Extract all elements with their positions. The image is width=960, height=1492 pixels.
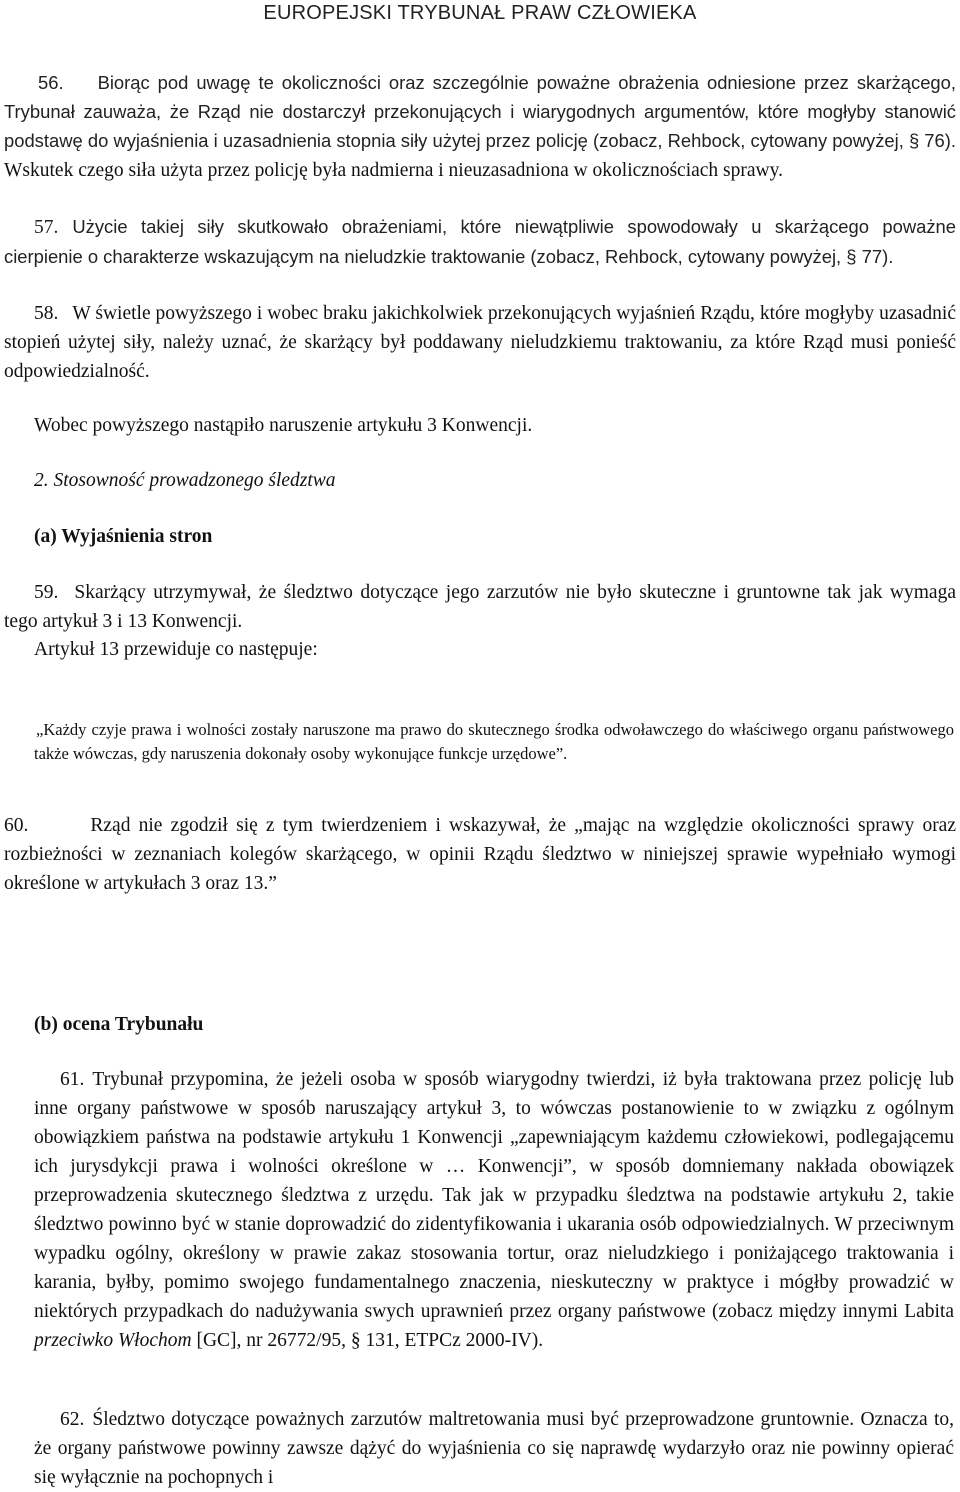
section-heading-2: 2. Stosowność prowadzonego śledztwa (34, 470, 336, 491)
paragraph-text: Śledztwo dotyczące poważnych zarzutów maltretowania musi być przeprowadzone gruntownie. Oznacza to, że organy państwowe powinny zawsze dążyć do wyjaśnienia co się naprawdę wydarzyło oraz nie powinny opierać się wyłącznie na pochopnych i (34, 1409, 954, 1488)
subsection-heading-b: (b) ocena Trybunału (34, 1014, 204, 1035)
paragraph-number: 57. (34, 217, 59, 238)
paragraph-text-serif: Wskutek czego siła użyta przez policję była nadmierna i nieuzasadniona w okolicznościach sprawy. (4, 160, 783, 181)
article-13-intro: Artykuł 13 przewiduje co następuje: (34, 639, 318, 660)
paragraph-61 (34, 1065, 954, 1355)
paragraph-text: Biorąc pod uwagę te okoliczności oraz szczególnie poważne obrażenia odniesione przez skarżącego, Trybunał zauważa, że Rząd nie dostarczył przekonujących i wiarygodnych argumentów, które mogłyby stanowić podstawę do wyjaśnienia i uzasadnienia stopnia siły użytej przez policję (zobacz, Rehbock, cytowany powyżej, § 76). (4, 72, 956, 151)
paragraph-60 (4, 811, 956, 898)
paragraph-text-end: [GC], nr 26772/95, § 131, ETPCz 2000-IV). (191, 1330, 544, 1351)
paragraph-text: W świetle powyższego i wobec braku jakichkolwiek przekonujących wyjaśnień Rządu, które mogłyby uzasadnić stopień użytej siły, należy uznać, że skarżący był poddawany nieludzkiemu traktowaniu, za które Rząd musi ponieść odpowiedzialność. (4, 303, 956, 382)
paragraph-number: 59. (34, 582, 59, 603)
paragraph-text: Trybunał przypomina, że jeżeli osoba w sposób wiarygodny twierdzi, iż była traktowana przez policję lub inne organy państwowe w sposób naruszający artykuł 3, to wówczas postanowienie to w związku z ogólnym obowiązkiem państwa na podstawie artykułu 1 Konwencji „zapewniającym każdemu człowiekowi, podlegającemu ich jurysdykcji prawa i wolności określone w … Konwencji”, w sposób domniemany nakłada obowiązek przeprowadzenia skutecznego śledztwa z urzędu. Tak jak w przypadku śledztwa na podstawie artykułu 2, takie śledztwo powinno być w stanie doprowadzić do zidentyfikowania i ukarania osób odpowiedzialnych. W przeciwnym wypadku ogólny, określony w prawie zakaz stosowania tortur, oraz nieludzkiego i poniżającego traktowania i karania, byłby, pomimo swojego fundamentalnego znaczenia, nieskuteczny w praktyce i mógłby prowadzić w niektórych przypadkach do nadużywania swych uprawnień przez organy państwowe (zobacz między innymi Labita (34, 1069, 954, 1322)
paragraph-number: 60. (4, 815, 29, 836)
paragraph-58 (4, 299, 956, 386)
paragraph-number: 58. (34, 303, 59, 324)
conclusion-line: Wobec powyższego nastąpiło naruszenie artykułu 3 Konwencji. (34, 415, 533, 436)
paragraph-57 (4, 212, 956, 271)
paragraph-text: Użycie takiej siły skutkowało obrażeniami, które niewątpliwie spowodowały u skarżącego poważne cierpienie o charakterze wskazującym na nieludzkie traktowanie (zobacz, Rehbock, cytowany powyżej, § 77). (4, 216, 956, 267)
paragraph-number: 62. (60, 1409, 85, 1430)
case-name-italic: przeciwko Włochom (34, 1330, 192, 1351)
paragraph-56 (4, 68, 956, 185)
paragraph-text: Rząd nie zgodził się z tym twierdzeniem i wskazywał, że „mając na względzie okoliczności sprawy oraz rozbieżności w zeznaniach kolegów skarżącego, w opinii Rządu śledztwo w niniejszej sprawie wypełniało wymogi określone w artykułach 3 oraz 13.” (4, 815, 956, 894)
paragraph-number: 56. (38, 72, 64, 93)
paragraph-59 (4, 578, 956, 636)
subsection-heading-a: (a) Wyjaśnienia stron (34, 526, 213, 547)
page-header: EUROPEJSKI TRYBUNAŁ PRAW CZŁOWIEKA (263, 2, 697, 24)
paragraph-62 (34, 1405, 954, 1492)
quote-text: „Każdy czyje prawa i wolności zostały naruszone ma prawo do skutecznego środka odwoławczego do właściwego organu państwowego także wówczas, gdy naruszenia dokonały osoby wykonujące funkcje urzędowe”. (34, 720, 954, 763)
article-13-quote (34, 718, 954, 766)
paragraph-text: Skarżący utrzymywał, że śledztwo dotyczące jego zarzutów nie było skuteczne i gruntowne tak jak wymaga tego artykuł 3 i 13 Konwencji. (4, 582, 956, 632)
paragraph-number: 61. (60, 1069, 85, 1090)
